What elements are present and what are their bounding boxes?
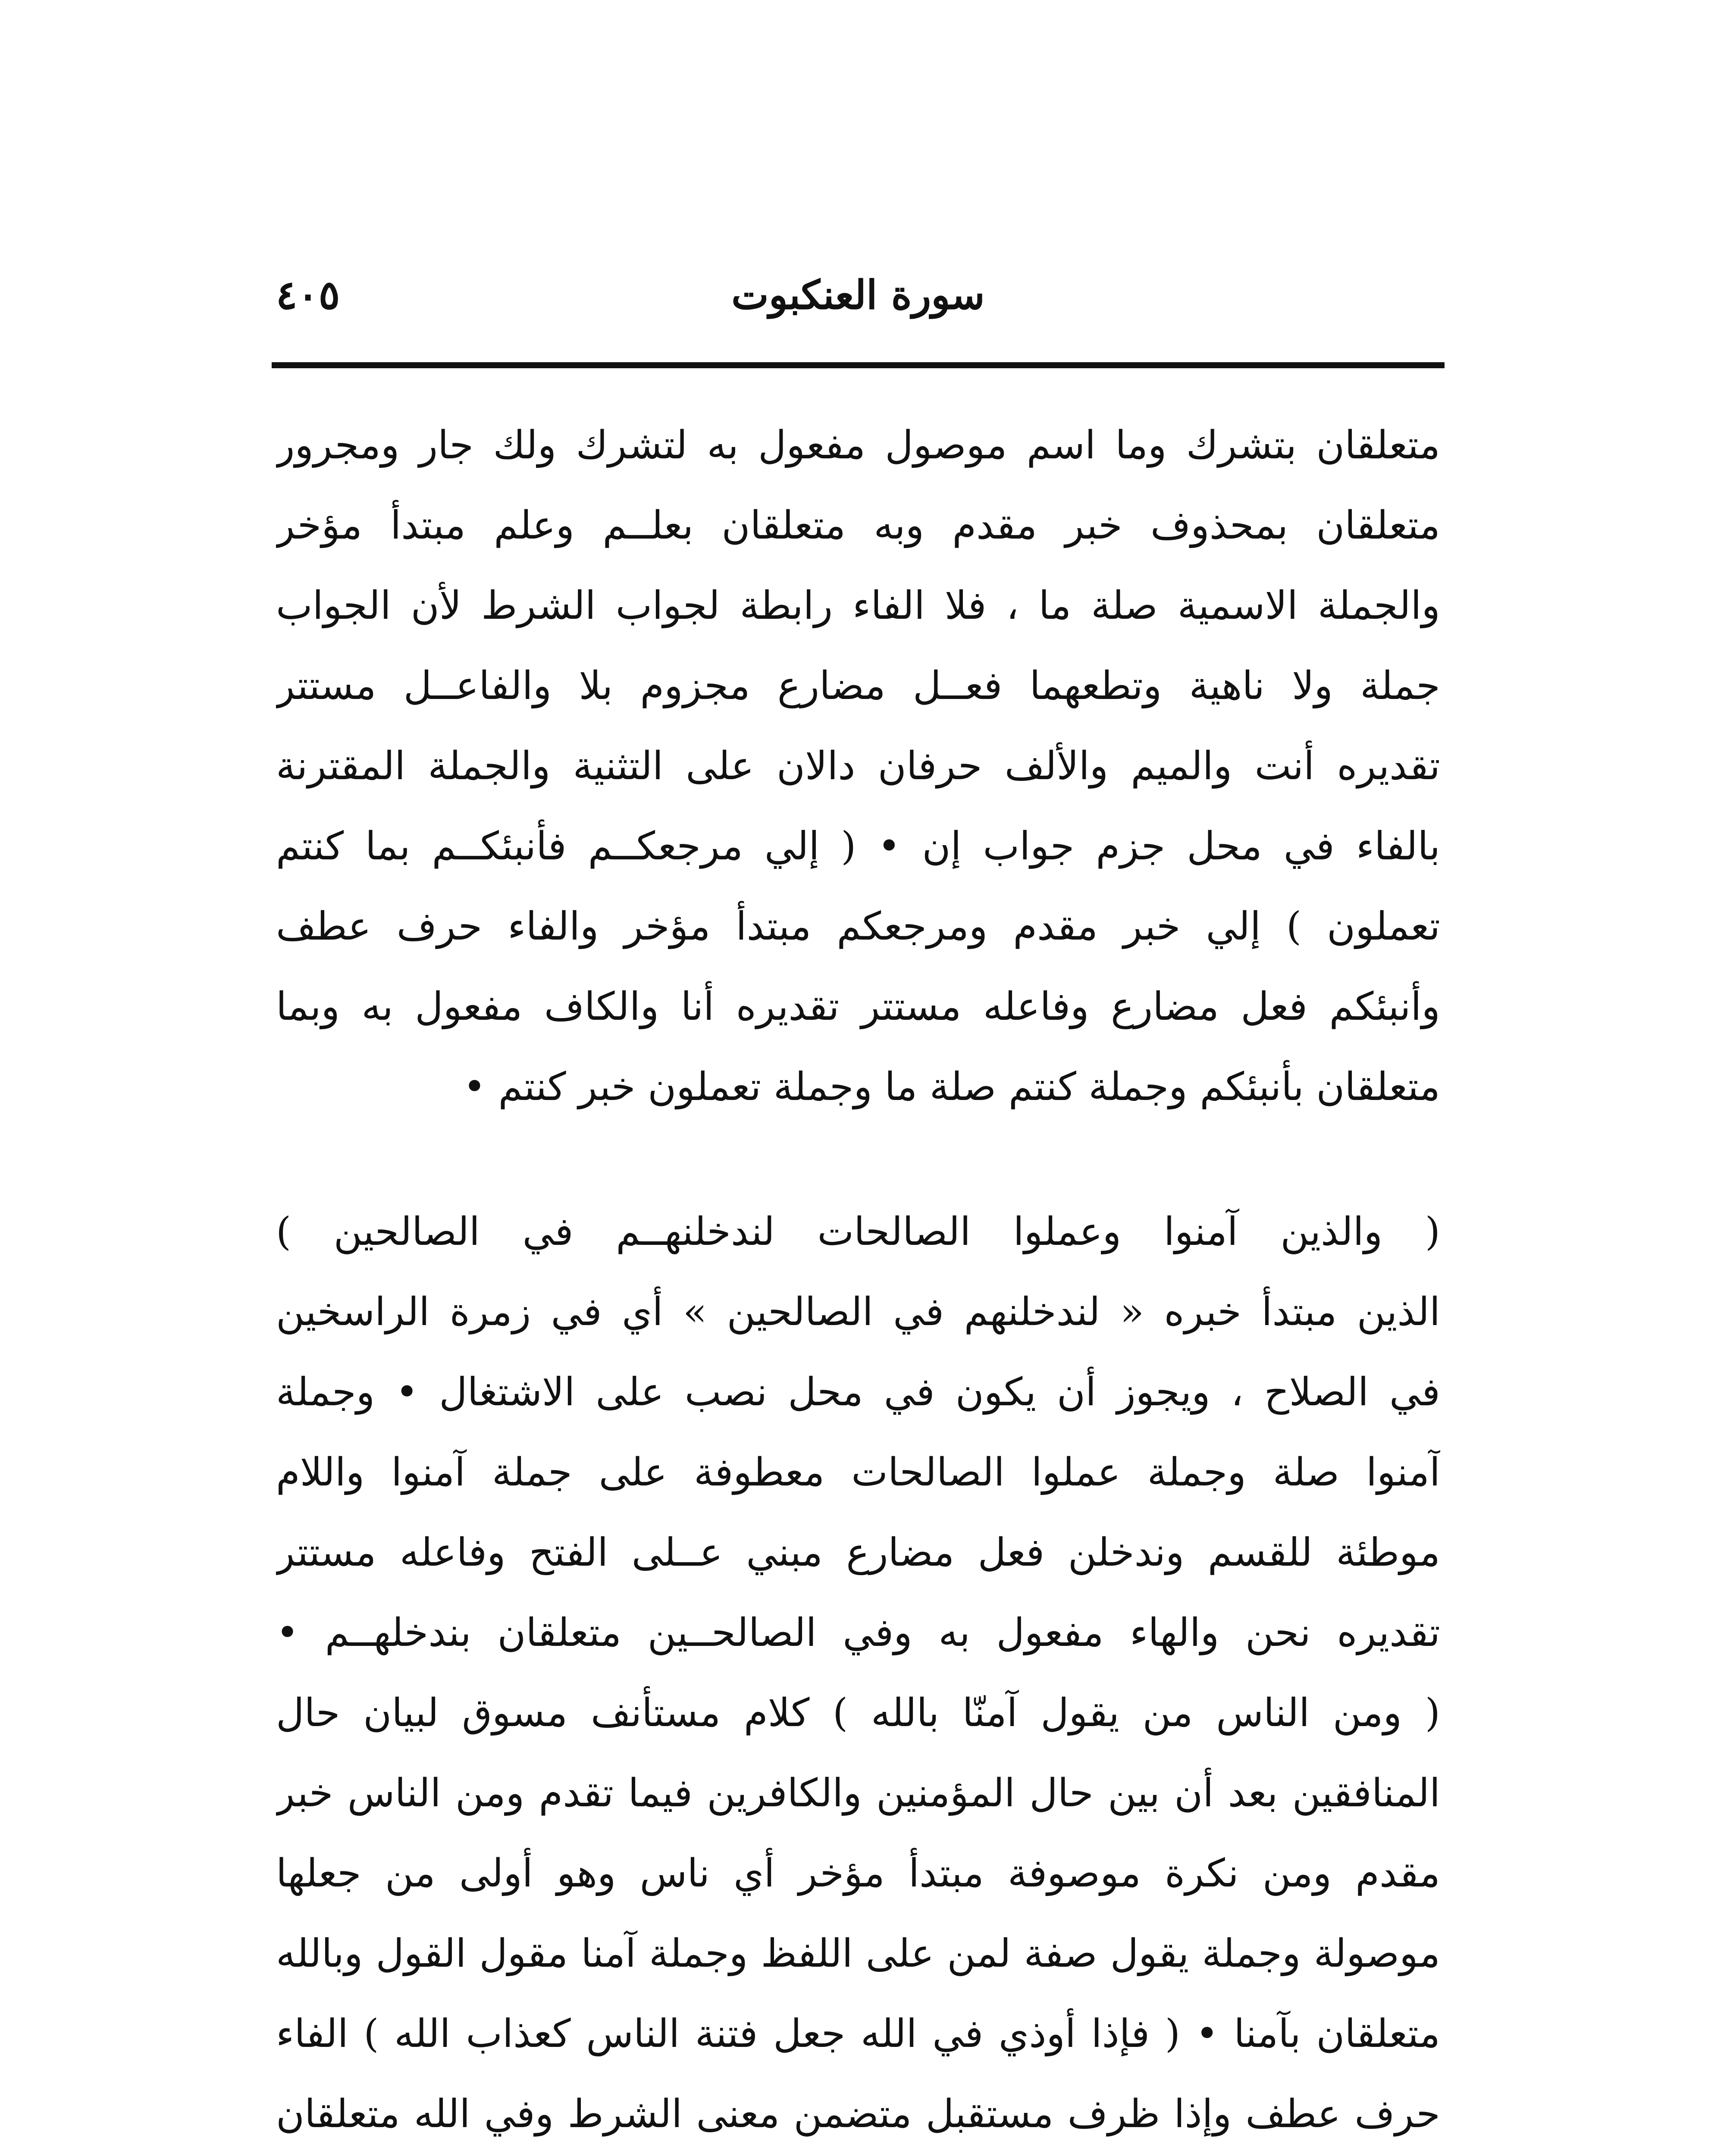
- text-line: متعلقان بمحذوف خبر مقدم وبه متعلقان بعلــم وعلم مبتدأ مؤخر: [276, 503, 1440, 548]
- page-header: [276, 263, 1440, 336]
- text-line: [276, 2154, 1440, 2156]
- text-line: موطئة للقسم وندخلن فعل مضارع مبني عــلى الفتح وفاعله مستتر: [276, 1530, 1440, 1575]
- text-line: آمنوا صلة وجملة عملوا الصالحات معطوفة على جملة آمنوا واللام: [276, 1450, 1440, 1495]
- text-line: متعلقان بآمنا • ( فإذا أوذي في الله جعل فتنة الناس كعذاب الله ) الفاء: [276, 2011, 1440, 2056]
- text-line: في الصلاح ، ويجوز أن يكون في محل نصب على الاشتغال • وجملة: [276, 1369, 1440, 1415]
- paragraph-gap: [276, 1127, 1440, 1192]
- text-line: متعلقان بتشرك وما اسم موصول مفعول به لتشرك ولك جار ومجرور: [276, 423, 1440, 468]
- text-line: موصولة وجملة يقول صفة لمن على اللفظ وجملة آمنا مقول القول وبالله: [276, 1931, 1440, 1976]
- paragraph-2: [276, 1192, 1440, 2156]
- text-line: حرف عطف وإذا ظرف مستقبل متضمن معنى الشرط وفي الله متعلقان: [276, 2091, 1440, 2137]
- text-line: تقديره نحن والهاء مفعول به وفي الصالحــين متعلقان بندخلهــم •: [276, 1610, 1440, 1655]
- header-rule: [272, 362, 1445, 368]
- page-number: ٤٠٥: [276, 272, 340, 318]
- paragraph-1: [276, 405, 1440, 1127]
- page-body: [276, 405, 1440, 2156]
- text-line: ( ومن الناس من يقول آمنّا بالله ) كلام مستأنف مسوق لبيان حال: [276, 1690, 1440, 1736]
- text-line: والجملة الاسمية صلة ما ، فلا الفاء رابطة لجواب الشرط لأن الجواب: [276, 583, 1440, 628]
- text-line: جملة ولا ناهية وتطعهما فعــل مضارع مجزوم بلا والفاعــل مستتر: [276, 663, 1440, 708]
- text-line: تعملون ) إلي خبر مقدم ومرجعكم مبتدأ مؤخر والفاء حرف عطف: [276, 904, 1440, 949]
- running-title: سورة العنكبوت: [731, 272, 985, 318]
- text-line: المنافقين بعد أن بين حال المؤمنين والكافرين فيما تقدم ومن الناس خبر: [276, 1771, 1440, 1816]
- text-line: تقديره أنت والميم والألف حرفان دالان على التثنية والجملة المقترنة: [276, 743, 1440, 789]
- text-line: متعلقان بأنبئكم وجملة كنتم صلة ما وجملة تعملون خبر كنتم •: [463, 1064, 1440, 1109]
- text-line: بالفاء في محل جزم جواب إن • ( إلي مرجعكــم فأنبئكــم بما كنتم: [276, 824, 1440, 869]
- text-line: مقدم ومن نكرة موصوفة مبتدأ مؤخر أي ناس وهو أولى من جعلها: [276, 1851, 1440, 1896]
- text-line: ( والذين آمنوا وعملوا الصالحات لندخلنهــم في الصالحين ): [276, 1209, 1440, 1254]
- text-line: الذين مبتدأ خبره « لندخلنهم في الصالحين » أي في زمرة الراسخين: [276, 1289, 1440, 1335]
- text-line: وأنبئكم فعل مضارع وفاعله مستتر تقديره أنا والكاف مفعول به وبما: [276, 984, 1440, 1029]
